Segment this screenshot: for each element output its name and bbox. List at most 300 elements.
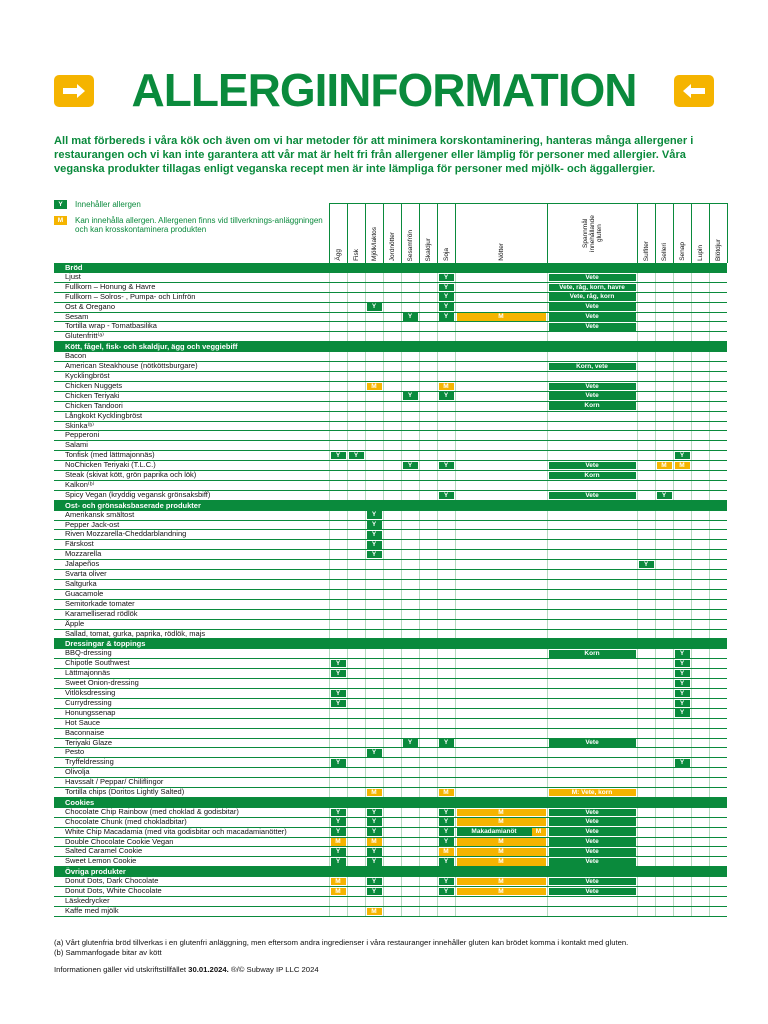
allergen-cell: [419, 609, 437, 619]
allergen-badge: Y: [439, 303, 454, 311]
allergen-cell: [673, 808, 691, 817]
allergen-cell: [437, 817, 455, 827]
allergen-badge: Y: [439, 313, 454, 321]
allergen-badge: Y: [367, 818, 382, 826]
allergen-cell: [347, 768, 365, 778]
section-header: [54, 500, 727, 510]
table-row: [54, 619, 727, 629]
allergen-cell: [419, 599, 437, 609]
allergen-cell: [547, 302, 637, 312]
allergen-cell: [347, 599, 365, 609]
allergen-cell: [401, 352, 419, 361]
table-row: [54, 530, 727, 540]
item-name: Jalapeños: [54, 560, 329, 570]
allergen-cell: [419, 461, 437, 471]
allergen-cell: [691, 480, 709, 490]
allergen-cell: [455, 391, 547, 401]
allergen-cell: [691, 421, 709, 431]
allergen-cell: [437, 629, 455, 639]
table-row: [54, 857, 727, 867]
allergen-badge: Vete: [549, 462, 636, 470]
allergen-cell: [455, 877, 547, 886]
allergen-cell: [455, 847, 547, 857]
allergen-cell: [347, 471, 365, 481]
allergen-cell: [709, 471, 727, 481]
allergen-cell: [365, 887, 383, 897]
allergen-cell: [455, 788, 547, 798]
allergen-cell: [383, 461, 401, 471]
allergen-cell: [437, 580, 455, 590]
allergen-cell: [365, 837, 383, 847]
allergen-cell: [637, 609, 655, 619]
allergen-cell: [419, 649, 437, 658]
item-name: Mozzarella: [54, 550, 329, 560]
allergen-cell: [547, 748, 637, 758]
allergen-cell: [419, 688, 437, 698]
allergen-cell: [419, 570, 437, 580]
allergen-cell: [637, 837, 655, 847]
allergen-cell: [401, 480, 419, 490]
allergen-badge: Y: [367, 749, 382, 757]
allergen-cell: [655, 827, 673, 837]
footer-prefix: Informationen gäller vid utskriftstillfället: [54, 965, 189, 974]
allergen-cell: [347, 629, 365, 639]
allergen-cell: [437, 530, 455, 540]
allergen-cell: [691, 580, 709, 590]
allergen-cell: [691, 511, 709, 520]
allergen-cell: [547, 480, 637, 490]
item-name: Färskost: [54, 540, 329, 550]
allergen-cell: [383, 570, 401, 580]
allergen-cell: [365, 808, 383, 817]
allergen-cell: [637, 441, 655, 451]
allergen-badge: Y: [367, 848, 382, 856]
allergen-cell: [365, 511, 383, 520]
allergen-cell: [709, 758, 727, 768]
allergen-cell: [691, 679, 709, 689]
allergen-cell: [419, 381, 437, 391]
allergen-cell: [709, 540, 727, 550]
allergen-cell: [365, 877, 383, 886]
allergen-badge: Korn: [549, 402, 636, 410]
item-name: Chipotle Southwest: [54, 659, 329, 669]
allergen-cell: [347, 480, 365, 490]
allergen-cell: [347, 570, 365, 580]
allergen-cell: [655, 718, 673, 728]
allergen-cell: [673, 778, 691, 788]
item-name: Chocolate Chip Rainbow (med choklad & godisbitar): [54, 808, 329, 817]
allergen-cell: [347, 511, 365, 520]
allergen-badge: Y: [331, 759, 346, 767]
allergen-cell: [455, 768, 547, 778]
allergen-cell: [547, 708, 637, 718]
allergen-cell: [347, 897, 365, 907]
allergen-cell: [419, 520, 437, 530]
allergen-cell: [709, 570, 727, 580]
item-name: Donut Dots, White Chocolate: [54, 887, 329, 897]
allergen-cell: [691, 589, 709, 599]
allergen-cell: [547, 490, 637, 500]
allergen-cell: [329, 887, 347, 897]
allergen-cell: [365, 490, 383, 500]
allergen-cell: [383, 480, 401, 490]
allergen-cell: [365, 768, 383, 778]
allergen-cell: [547, 629, 637, 639]
section-header: [54, 639, 727, 649]
allergen-cell: [329, 560, 347, 570]
column-header: Selleri: [655, 204, 673, 264]
allergen-cell: [655, 877, 673, 886]
allergen-cell: [383, 768, 401, 778]
allergen-cell: [637, 451, 655, 461]
allergen-cell: [329, 441, 347, 451]
allergen-badge: Y: [439, 739, 454, 747]
table-row: [54, 332, 727, 342]
allergen-cell: [655, 698, 673, 708]
allergen-cell: [691, 362, 709, 372]
allergen-cell: [637, 282, 655, 292]
allergen-cell: [365, 817, 383, 827]
item-name: Läskedrycker: [54, 897, 329, 907]
item-name: Hot Sauce: [54, 718, 329, 728]
allergen-badge: Vete: [549, 303, 636, 311]
allergen-cell: [673, 411, 691, 421]
allergen-cell: [419, 273, 437, 282]
allergen-cell: [419, 808, 437, 817]
allergen-cell: [547, 441, 637, 451]
allergen-badge: Y: [439, 284, 454, 292]
footnotes: [54, 938, 714, 957]
allergen-cell: [673, 560, 691, 570]
allergen-cell: [329, 530, 347, 540]
allergen-cell: [401, 401, 419, 411]
allergen-cell: [709, 669, 727, 679]
allergen-cell: [547, 322, 637, 332]
table-row: [54, 580, 727, 590]
allergen-cell: [673, 877, 691, 886]
allergen-cell: [637, 897, 655, 907]
allergen-cell: [655, 708, 673, 718]
allergen-cell: [547, 570, 637, 580]
item-name: Karamelliserad rödlök: [54, 609, 329, 619]
allergen-cell: [655, 391, 673, 401]
section-header: [54, 263, 727, 273]
allergen-cell: [347, 728, 365, 738]
item-name: Pesto: [54, 748, 329, 758]
allergen-cell: [637, 312, 655, 322]
allergen-cell: [455, 560, 547, 570]
table-row: [54, 768, 727, 778]
allergen-cell: [547, 461, 637, 471]
allergen-cell: [455, 808, 547, 817]
allergen-cell: [401, 906, 419, 916]
allergen-cell: [401, 511, 419, 520]
allergen-cell: [419, 282, 437, 292]
footer-suffix: ®/© Subway IP LLC 2024: [228, 965, 319, 974]
allergen-cell: [673, 847, 691, 857]
allergen-cell: [365, 431, 383, 441]
allergen-cell: [383, 391, 401, 401]
allergen-cell: [401, 520, 419, 530]
allergen-cell: [383, 282, 401, 292]
allergen-cell: [637, 808, 655, 817]
allergen-cell: [637, 877, 655, 886]
allergen-cell: [691, 560, 709, 570]
allergen-cell: [347, 679, 365, 689]
allergen-cell: [709, 778, 727, 788]
allergen-cell: [673, 738, 691, 748]
allergen-cell: [347, 837, 365, 847]
section-header: [54, 867, 727, 877]
allergen-cell: [709, 887, 727, 897]
allergen-cell: [637, 659, 655, 669]
allergen-cell: [401, 540, 419, 550]
allergen-cell: [691, 550, 709, 560]
item-name: Tryffeldressing: [54, 758, 329, 768]
allergen-cell: [455, 887, 547, 897]
allergen-cell: [347, 758, 365, 768]
allergen-cell: [547, 738, 637, 748]
allergen-cell: [547, 589, 637, 599]
table-row: [54, 629, 727, 639]
item-name: Pepper Jack-ost: [54, 520, 329, 530]
allergen-cell: [673, 332, 691, 342]
item-name: Kalkon⁽ᵇ⁾: [54, 480, 329, 490]
allergen-cell: [673, 659, 691, 669]
allergen-cell: [347, 441, 365, 451]
allergen-cell: [547, 877, 637, 886]
allergen-badge: Y: [675, 759, 690, 767]
allergen-cell: [383, 827, 401, 837]
allergen-cell: [329, 580, 347, 590]
allergen-cell: [365, 748, 383, 758]
allergen-cell: [709, 629, 727, 639]
allergen-cell: [691, 758, 709, 768]
allergen-cell: [673, 292, 691, 302]
allergen-cell: [329, 362, 347, 372]
allergen-cell: [637, 362, 655, 372]
allergen-cell: [691, 273, 709, 282]
allergen-cell: [691, 649, 709, 658]
allergen-cell: [673, 570, 691, 580]
allergen-cell: [655, 292, 673, 302]
allergen-cell: [383, 352, 401, 361]
allergen-cell: [347, 273, 365, 282]
allergen-cell: [709, 273, 727, 282]
allergen-cell: [709, 451, 727, 461]
allergen-badge: Vete, råg, korn: [549, 293, 636, 301]
allergen-cell: [455, 688, 547, 698]
allergen-cell: [419, 698, 437, 708]
allergen-cell: [547, 560, 637, 570]
allergen-cell: [329, 708, 347, 718]
allergen-cell: [365, 381, 383, 391]
allergen-cell: [383, 649, 401, 658]
item-name: Kaffe med mjölk: [54, 906, 329, 916]
allergen-cell: [401, 421, 419, 431]
allergen-cell: [547, 511, 637, 520]
allergen-cell: [347, 560, 365, 570]
allergen-cell: [637, 788, 655, 798]
allergen-cell: [655, 768, 673, 778]
allergen-cell: [419, 629, 437, 639]
allergen-cell: [673, 728, 691, 738]
allergen-cell: [637, 292, 655, 302]
allergen-cell: [401, 332, 419, 342]
allergen-cell: [547, 332, 637, 342]
allergen-cell: [673, 817, 691, 827]
allergen-badge: Vete, råg, korn, havre: [549, 284, 636, 292]
item-name: Långkokt Kycklingbröst: [54, 411, 329, 421]
allergen-cell: [383, 808, 401, 817]
allergen-cell: [673, 312, 691, 322]
allergen-cell: [419, 431, 437, 441]
allergen-cell: [655, 302, 673, 312]
allergen-cell: [329, 292, 347, 302]
allergen-cell: [673, 906, 691, 916]
column-header: Blötdjur: [709, 204, 727, 264]
table-row: [54, 570, 727, 580]
allergen-cell: [691, 877, 709, 886]
allergen-cell: [655, 738, 673, 748]
allergen-cell: [365, 679, 383, 689]
allergen-cell: [419, 391, 437, 401]
allergen-cell: [419, 778, 437, 788]
item-name: Chocolate Chunk (med chokladbitar): [54, 817, 329, 827]
allergen-cell: [401, 679, 419, 689]
allergen-cell: [637, 540, 655, 550]
allergen-badge: Y: [675, 709, 690, 717]
allergen-cell: [673, 352, 691, 361]
allergen-cell: [673, 511, 691, 520]
allergen-cell: [547, 371, 637, 381]
section-title: Kött, fågel, fisk- och skaldjur, ägg och veggiebiff: [54, 342, 727, 352]
allergen-cell: [709, 877, 727, 886]
allergen-cell: [419, 788, 437, 798]
allergen-badge: Y: [439, 818, 454, 826]
allergen-cell: [709, 530, 727, 540]
allergen-cell: [691, 906, 709, 916]
table-row: [54, 282, 727, 292]
allergen-badge: Y: [331, 858, 346, 866]
allergen-cell: [437, 550, 455, 560]
allergen-cell: [691, 629, 709, 639]
allergen-cell: [437, 738, 455, 748]
item-name: Svarta oliver: [54, 570, 329, 580]
allergen-cell: [437, 837, 455, 847]
allergen-cell: [709, 401, 727, 411]
allergen-cell: [437, 480, 455, 490]
allergen-cell: [437, 887, 455, 897]
allergen-cell: [365, 461, 383, 471]
item-name: Baconnaise: [54, 728, 329, 738]
allergen-cell: [455, 708, 547, 718]
allergen-cell: [709, 679, 727, 689]
allergen-cell: [673, 669, 691, 679]
allergen-cell: [329, 808, 347, 817]
table-row: [54, 887, 727, 897]
allergen-cell: [691, 837, 709, 847]
allergen-cell: [329, 520, 347, 530]
allergen-cell: [691, 322, 709, 332]
allergen-cell: [655, 411, 673, 421]
allergen-badge: Vete: [549, 818, 636, 826]
allergen-badge: Y: [403, 392, 418, 400]
allergen-cell: [329, 381, 347, 391]
allergen-cell: [547, 778, 637, 788]
item-name: Fullkorn – Honung & Havre: [54, 282, 329, 292]
allergen-cell: [347, 322, 365, 332]
allergen-cell: [455, 827, 547, 837]
allergen-cell: [365, 906, 383, 916]
allergen-cell: [365, 282, 383, 292]
allergen-cell: [401, 847, 419, 857]
allergen-cell: [419, 352, 437, 361]
allergen-cell: [365, 698, 383, 708]
allergen-cell: [437, 659, 455, 669]
allergen-cell: [455, 857, 547, 867]
allergen-cell: [383, 847, 401, 857]
allergen-cell: [547, 669, 637, 679]
allergen-cell: [329, 629, 347, 639]
allergen-cell: [329, 471, 347, 481]
allergen-cell: [419, 659, 437, 669]
allergen-cell: [383, 708, 401, 718]
allergen-cell: [637, 679, 655, 689]
allergen-cell: [547, 837, 637, 847]
item-name: NoChicken Teriyaki (T.L.C.): [54, 461, 329, 471]
allergen-cell: [329, 619, 347, 629]
allergen-cell: [437, 897, 455, 907]
item-name: Sallad, tomat, gurka, paprika, rödlök, majs: [54, 629, 329, 639]
allergen-cell: [455, 520, 547, 530]
allergen-cell: [637, 520, 655, 530]
allergen-cell: [437, 708, 455, 718]
allergen-cell: [437, 768, 455, 778]
allergen-cell: [655, 748, 673, 758]
allergen-cell: [691, 441, 709, 451]
allergen-cell: [691, 827, 709, 837]
allergen-cell: [437, 431, 455, 441]
allergen-cell: [365, 778, 383, 788]
allergen-cell: [655, 897, 673, 907]
allergen-cell: [383, 679, 401, 689]
allergen-cell: [709, 748, 727, 758]
allergen-cell: [365, 312, 383, 322]
allergen-cell: [637, 768, 655, 778]
allergen-cell: [547, 362, 637, 372]
allergen-cell: [547, 401, 637, 411]
allergen-cell: [401, 580, 419, 590]
allergen-badge: M: [457, 888, 546, 896]
allergen-cell: [673, 827, 691, 837]
allergen-cell: [655, 560, 673, 570]
allergen-cell: [401, 659, 419, 669]
allergen-cell: [365, 857, 383, 867]
allergen-badge: Y: [331, 452, 346, 460]
allergen-cell: [347, 391, 365, 401]
allergen-cell: [637, 570, 655, 580]
allergen-cell: [401, 461, 419, 471]
allergen-cell: [455, 580, 547, 590]
allergen-cell: [673, 520, 691, 530]
item-name: Ost & Oregano: [54, 302, 329, 312]
allergen-cell: [547, 698, 637, 708]
allergen-cell: [401, 629, 419, 639]
allergen-cell: [347, 718, 365, 728]
allergen-badge: Y: [403, 462, 418, 470]
table-row: [54, 609, 727, 619]
